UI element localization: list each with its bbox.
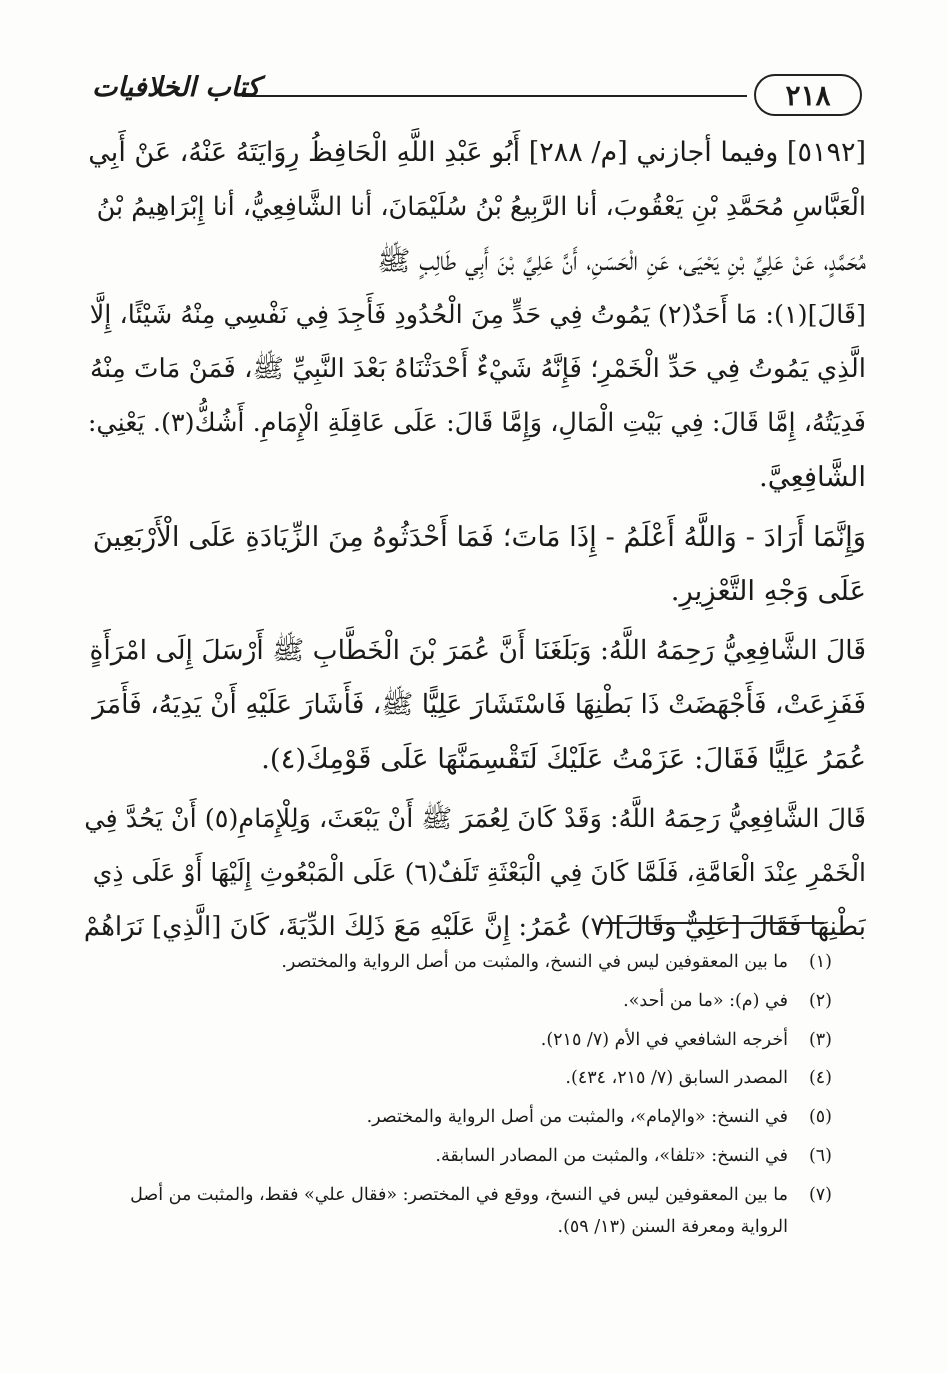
text-line: فَفَزِعَتْ، فَأَجْهَضَتْ ذَا بَطْنِهَا فَاسْتَشَارَ عَلِيًّا ﷺ، فَأَشَارَ عَلَيْهِ أَنْ يَدِيَهُ، فَأَمَرَ	[92, 689, 866, 720]
footnote-number: (١)	[808, 952, 832, 972]
text-line: الشَّافِعِيَّ.	[758, 461, 866, 493]
footnote	[84, 1140, 832, 1172]
page-header	[92, 72, 862, 118]
text-line: الَّذِي يَمُوتُ فِي حَدِّ الْخَمْرِ؛ فَإِنَّهُ شَيْءٌ أَحْدَثْنَاهُ بَعْدَ النَّبِيِّ ﷺ، فَمَنْ مَاتَ مِنْهُ	[90, 354, 866, 384]
text-line: [قَالَ](١): مَا أَحَدٌ(٢) يَمُوتُ فِي حَدٍّ مِنَ الْحُدُودِ فَأَجِدَ فِي نَفْسِي مِنْهُ شَيْئًا، إِلَّا	[89, 300, 866, 330]
text-line: بَطْنِهَا فَقَالَ [عَلِيٌّ وَقَالَ](٧) عُمَرُ: إِنَّ عَلَيْهِ مَعَ ذَلِكَ الدِّيَةَ، كَانَ [الَّذِي] نَرَاهُمْ	[84, 912, 866, 942]
text-line: وَإِنَّمَا أَرَادَ - وَاللَّهُ أَعْلَمُ - إِذَا مَاتَ؛ فَمَا أَحْدَثُوهُ مِنَ الزِّيَادَةِ عَلَى الْأَرْبَعِينَ	[92, 521, 866, 553]
page-number-badge: ٢١٨	[754, 74, 862, 116]
footnote-text: المصدر السابق (٧/ ٢١٥، ٤٣٤).	[565, 1068, 788, 1089]
text-line: عُمَرُ عَلِيًّا فَقَالَ: عَزَمْتُ عَلَيْكَ لَتَقْسِمَنَّهَا عَلَى قَوْمِكَ(٤).	[261, 743, 866, 775]
footnote-text: في (م): «ما من أحد».	[623, 990, 788, 1011]
footnotes	[84, 946, 832, 1250]
main-text	[84, 126, 866, 954]
footnote	[84, 985, 832, 1017]
header-rule	[242, 95, 747, 97]
footnote	[84, 1024, 832, 1056]
footnote	[84, 946, 832, 978]
footnote-number: (٣)	[808, 1029, 832, 1050]
text-line: فَدِيَتُهُ، إِمَّا قَالَ: فِي بَيْتِ الْمَالِ، وَإِمَّا قَالَ: عَلَى عَاقِلَةِ الْإِمَامِ. أَشُكُّ(٣). يَعْنِي:	[87, 408, 866, 438]
book-title: كتاب الخلافيات	[92, 72, 261, 103]
text-line: قَالَ الشَّافِعِيُّ رَحِمَهُ اللَّهُ: وَقَدْ كَانَ لِعُمَرَ ﷺ أَنْ يَبْعَثَ، وَلِلْإِمَامِ(٥) أَنْ يَحُدَّ فِي	[84, 804, 866, 834]
footnote-number: (٦)	[808, 1145, 832, 1166]
footnote	[84, 1179, 832, 1243]
footnote-separator	[600, 922, 824, 924]
text-line: [٥١٩٢] وفيما أجازني [م/ ٢٨٨] أَبُو عَبْدِ اللَّهِ الْحَافِظُ رِوَايَتَهُ عَنْهُ، عَنْ أَبِي	[88, 137, 866, 168]
footnote-text: ما بين المعقوفين ليس في النسخ، ووقع في المختصر: «فقال علي» فقط، والمثبت من أصل الرواية ومعرفة السنن (١٣/ ٥٩).	[130, 1184, 788, 1237]
footnote	[84, 1101, 832, 1133]
text-line: عَلَى وَجْهِ التَّعْزِيرِ.	[670, 575, 866, 607]
footnote-number: (٢)	[808, 990, 832, 1011]
footnote-number: (٥)	[808, 1107, 832, 1128]
text-line: مُحَمَّدٍ، عَنْ عَلِيِّ بْنِ يَحْيَى، عَنِ الْحَسَنِ، أَنَّ عَلِيَّ بْنَ أَبِي طَالِبٍ ﷺ	[377, 245, 866, 277]
text-line: الْعَبَّاسِ مُحَمَّدِ بْنِ يَعْقُوبَ، أنا الرَّبِيعُ بْنُ سُلَيْمَانَ، أنا الشَّافِعِيُّ، أنا إِبْرَاهِيمُ بْنُ	[96, 192, 866, 222]
text-line: قَالَ الشَّافِعِيُّ رَحِمَهُ اللَّهُ: وَبَلَغَنَا أَنَّ عُمَرَ بْنَ الْخَطَّابِ ﷺ أَرْسَلَ إِلَى امْرَأَةٍ	[89, 635, 866, 666]
text-line: الْخَمْرِ عِنْدَ الْعَامَّةِ، فَلَمَّا كَانَ فِي الْبَعْثَةِ تَلَفٌ(٦) عَلَى الْمَبْعُوثِ إِلَيْهَا أَوْ عَلَى ذِي	[92, 858, 866, 887]
footnote	[84, 1062, 832, 1094]
footnote-number: (٧)	[808, 1184, 832, 1205]
footnote-text: في النسخ: «تلفا»، والمثبت من المصادر السابقة.	[435, 1145, 788, 1166]
footnote-text: في النسخ: «والإمام»، والمثبت من أصل الرواية والمختصر.	[366, 1107, 788, 1128]
footnote-text: أخرجه الشافعي في الأم (٧/ ٢١٥).	[540, 1029, 788, 1050]
footnote-text: ما بين المعقوفين ليس في النسخ، والمثبت من أصل الرواية والمختصر.	[281, 952, 788, 972]
footnote-number: (٤)	[808, 1068, 832, 1089]
